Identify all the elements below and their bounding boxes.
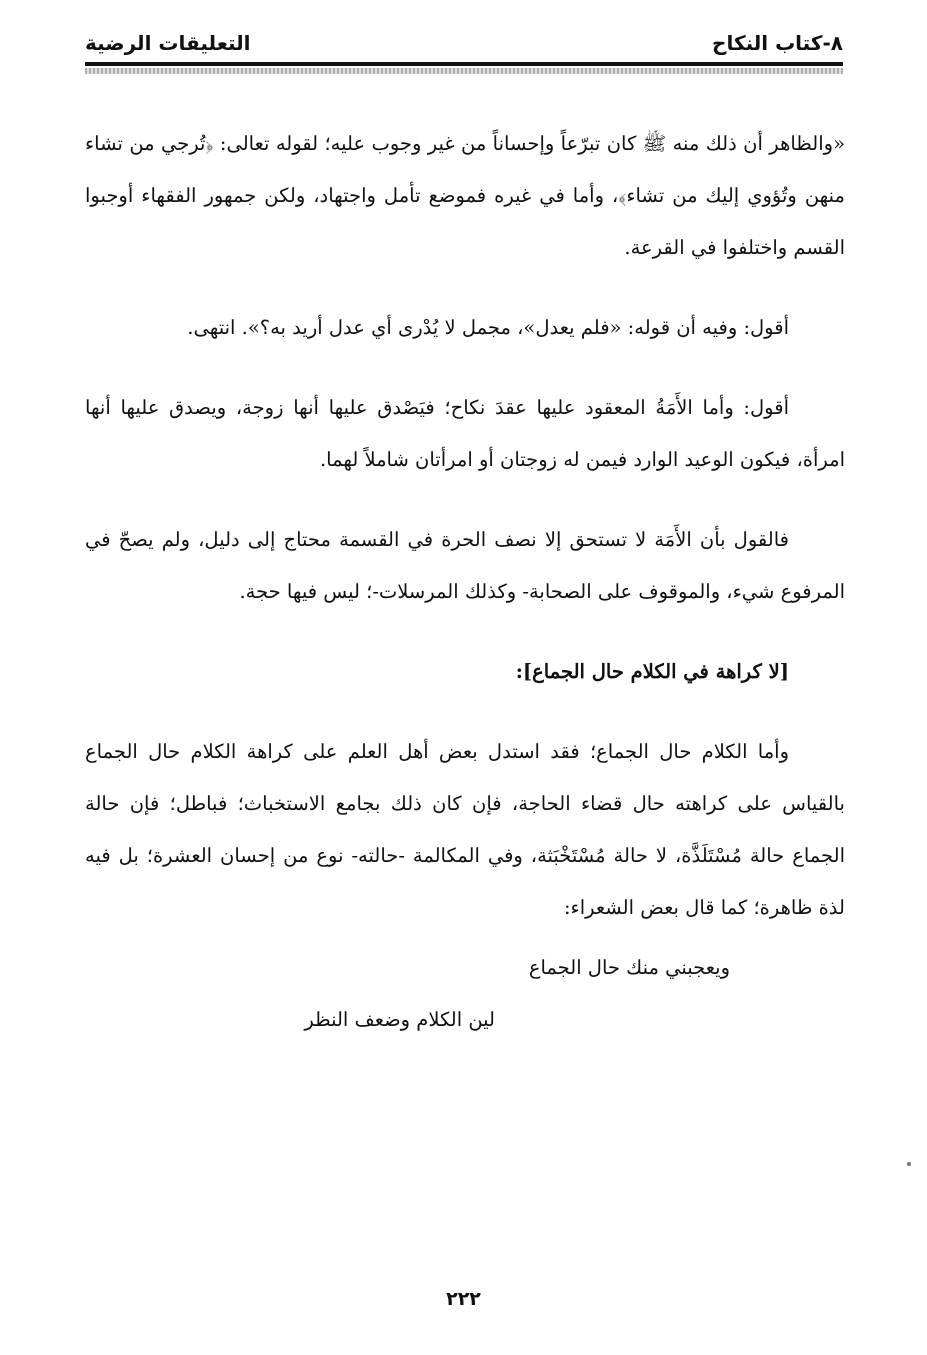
- header-rule: [85, 62, 843, 66]
- paragraph-section: وأما الكلام حال الجماع؛ فقد استدل بعض أهل العلم على كراهة الكلام حال الجماع بالقياس على كراهته حال قضاء الحاجة، فإن كان ذلك بجامع الاستخباث؛ فباطل؛ فإن حالة الجماع حالة مُسْتَلَذَّة، لا حالة مُسْتَخْبَثة، وفي المكالمة -حالته- نوع من إحسان العشرة؛ بل فيه لذة ظاهرة؛ كما قال بعض الشعراء:: [85, 740, 845, 919]
- section-heading: [لا كراهة في الكلام حال الجماع]:: [515, 660, 789, 683]
- verse-line-2: لين الكلام وضعف النظر: [304, 1008, 495, 1031]
- book-title: التعليقات الرضية: [85, 31, 251, 55]
- verse-line-1: ويعجبني منك حال الجماع: [528, 956, 730, 979]
- scan-speck: [907, 1162, 911, 1166]
- paragraph-comment: أقول: وفيه أن قوله: «فلم يعدل»، مجمل لا يُدْرى أي عدل أريد به؟». انتهى.: [187, 316, 789, 339]
- running-header: [85, 28, 843, 62]
- paragraph-conclusion: فالقول بأن الأَمَة لا تستحق إلا نصف الحرة في القسمة محتاج إلى دليل، ولم يصحّ في المرفوع شيء، والموقوف على الصحابة- وكذلك المرسلات-؛ ليس فيها حجة.: [85, 528, 845, 603]
- header-rule-shadow: [85, 68, 843, 74]
- page-number: ٢٢٢: [446, 1288, 481, 1310]
- poem-verse: [85, 942, 845, 1046]
- paragraph-quote: «والظاهر أن ذلك منه ﷺ كان تبرّعاً وإحساناً من غير وجوب عليه؛ لقوله تعالى: ﴿تُرجي من تشاء منهن وتُؤوي إليك من تشاء﴾، وأما في غيره فموضع تأمل واجتهاد، ولكن جمهور الفقهاء أوجبوا القسم واختلفوا في القرعة.: [85, 132, 845, 259]
- body-text: [85, 118, 845, 1046]
- chapter-title: ٨-كتاب النكاح: [712, 31, 843, 55]
- paragraph-amah: أقول: وأما الأَمَةُ المعقود عليها عقدَ نكاح؛ فيَصْدق عليها أنها زوجة، ويصدق عليها أنها امرأة، فيكون الوعيد الوارد فيمن له زوجتان أو امرأتان شاملاً لهما.: [85, 396, 845, 471]
